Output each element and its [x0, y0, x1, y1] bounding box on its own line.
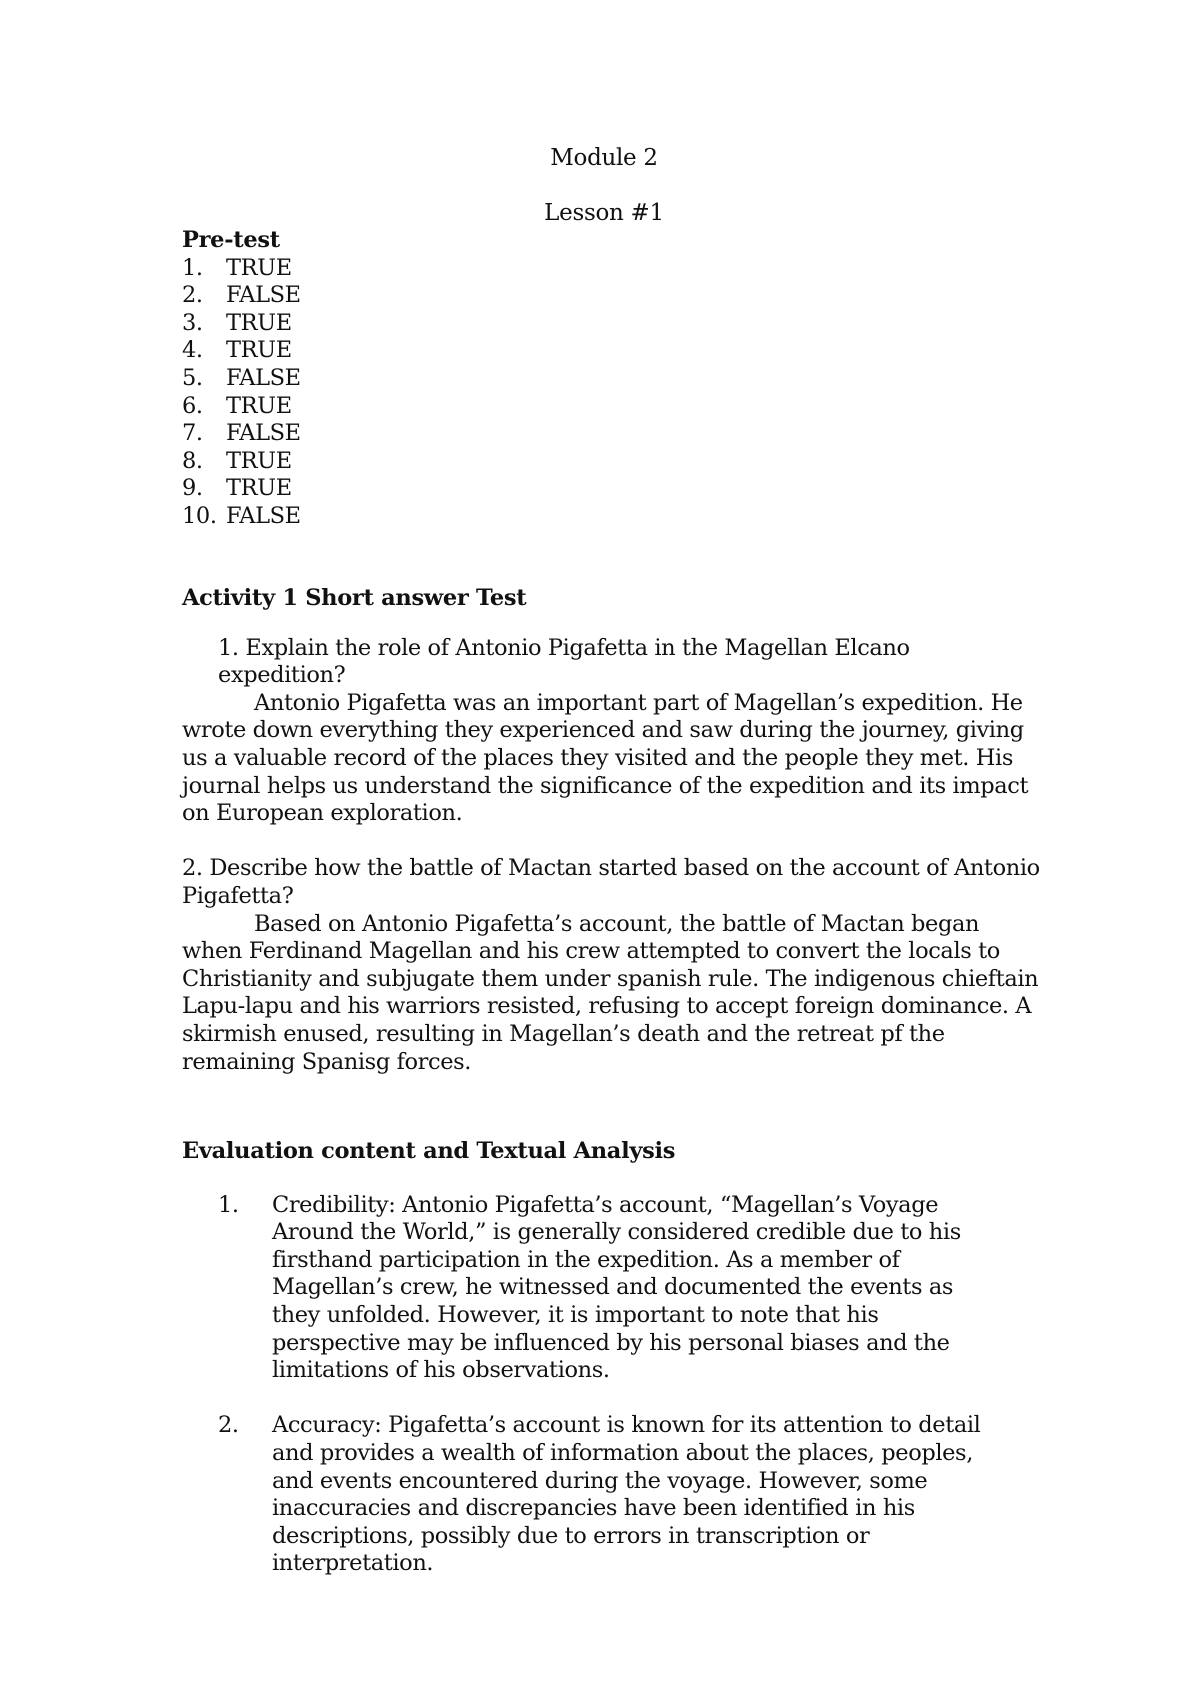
answer-value: TRUE [226, 447, 292, 474]
answer-number: 1. [182, 254, 203, 281]
answer-number: 8. [182, 447, 203, 474]
list-item [182, 365, 1042, 393]
list-item [182, 503, 1042, 531]
evaluation-section [182, 1138, 1042, 1606]
activity-section [182, 585, 1042, 1076]
list-item [182, 255, 1042, 283]
answer-number: 4. [182, 337, 203, 364]
answer-value: FALSE [226, 364, 301, 391]
answer-value: TRUE [226, 475, 292, 502]
list-item [182, 1412, 1042, 1578]
answer-value: FALSE [226, 420, 301, 447]
answer-number: 3. [182, 309, 203, 336]
pretest-section [182, 227, 1042, 531]
answer-value: TRUE [226, 337, 292, 364]
evaluation-heading: Evaluation content and Textual Analysis [182, 1138, 676, 1164]
answer-value: FALSE [226, 282, 301, 309]
list-item [182, 282, 1042, 310]
answer-number: 2. [182, 282, 203, 309]
pretest-answer-list [182, 255, 1042, 531]
answer-value: FALSE [226, 502, 301, 529]
question-2: 2. Describe how the battle of Mactan started based on the account of Antonio Pigafetta? [182, 855, 1040, 909]
list-item [182, 337, 1042, 365]
question-1: 1. Explain the role of Antonio Pigafetta in the Magellan Elcano expedition? [218, 634, 910, 689]
list-item [182, 475, 1042, 503]
answer-1: Antonio Pigafetta was an important part of Magellan’s expedition. He wrote down everything they experienced and saw during the journey, giving us a valuable record of the places they visited and the people they met. His journal helps us understand the significance of the expedition and its impact on European exploration. [182, 689, 1029, 827]
evaluation-text: Credibility: Antonio Pigafetta’s account, “Magellan’s Voyage Around the World,” is generally considered credible due to his firsthand participation in the expedition. As a member of Magellan’s crew, he witnessed and documented the events as they unfolded. However, it is important to note that his perspective may be influenced by his personal biases and the limitations of his observations. [272, 1191, 961, 1384]
answer-value: TRUE [226, 254, 292, 281]
evaluation-number: 2. [218, 1412, 239, 1439]
answer-number: 6. [182, 392, 203, 419]
answer-2: Based on Antonio Pigafetta’s account, the battle of Mactan began when Ferdinand Magellan and his crew attempted to convert the locals to Christianity and subjugate them under spanish rule. The indigenous chieftain Lapu-lapu and his warriors resisted, refusing to accept foreign dominance. A skirmish enused, resulting in Magellan’s death and the retreat pf the remaining Spanisg forces. [182, 910, 1039, 1075]
list-item [182, 420, 1042, 448]
lesson-title: Lesson #1 [544, 200, 664, 226]
spacer [182, 828, 1042, 856]
evaluation-text: Accuracy: Pigafetta’s account is known for its attention to detail and provides a wealth of information about the places, peoples, and events encountered during the voyage. However, some inaccuracies and discrepancies have been identified in his descriptions, possibly due to errors in transcription or interpretation. [272, 1412, 981, 1577]
list-item [182, 1192, 1042, 1385]
evaluation-number: 1. [218, 1191, 239, 1218]
pretest-heading: Pre-test [182, 227, 280, 253]
list-item [182, 393, 1042, 421]
activity-heading: Activity 1 Short answer Test [182, 585, 527, 611]
module-title: Module 2 [550, 145, 658, 171]
answer-number: 5. [182, 364, 203, 391]
answer-value: TRUE [226, 392, 292, 419]
answer-value: TRUE [226, 309, 292, 336]
answer-number: 7. [182, 420, 203, 447]
list-item [182, 448, 1042, 476]
answer-number: 9. [182, 475, 203, 502]
answer-number: 10. [182, 502, 217, 529]
list-item [182, 310, 1042, 338]
